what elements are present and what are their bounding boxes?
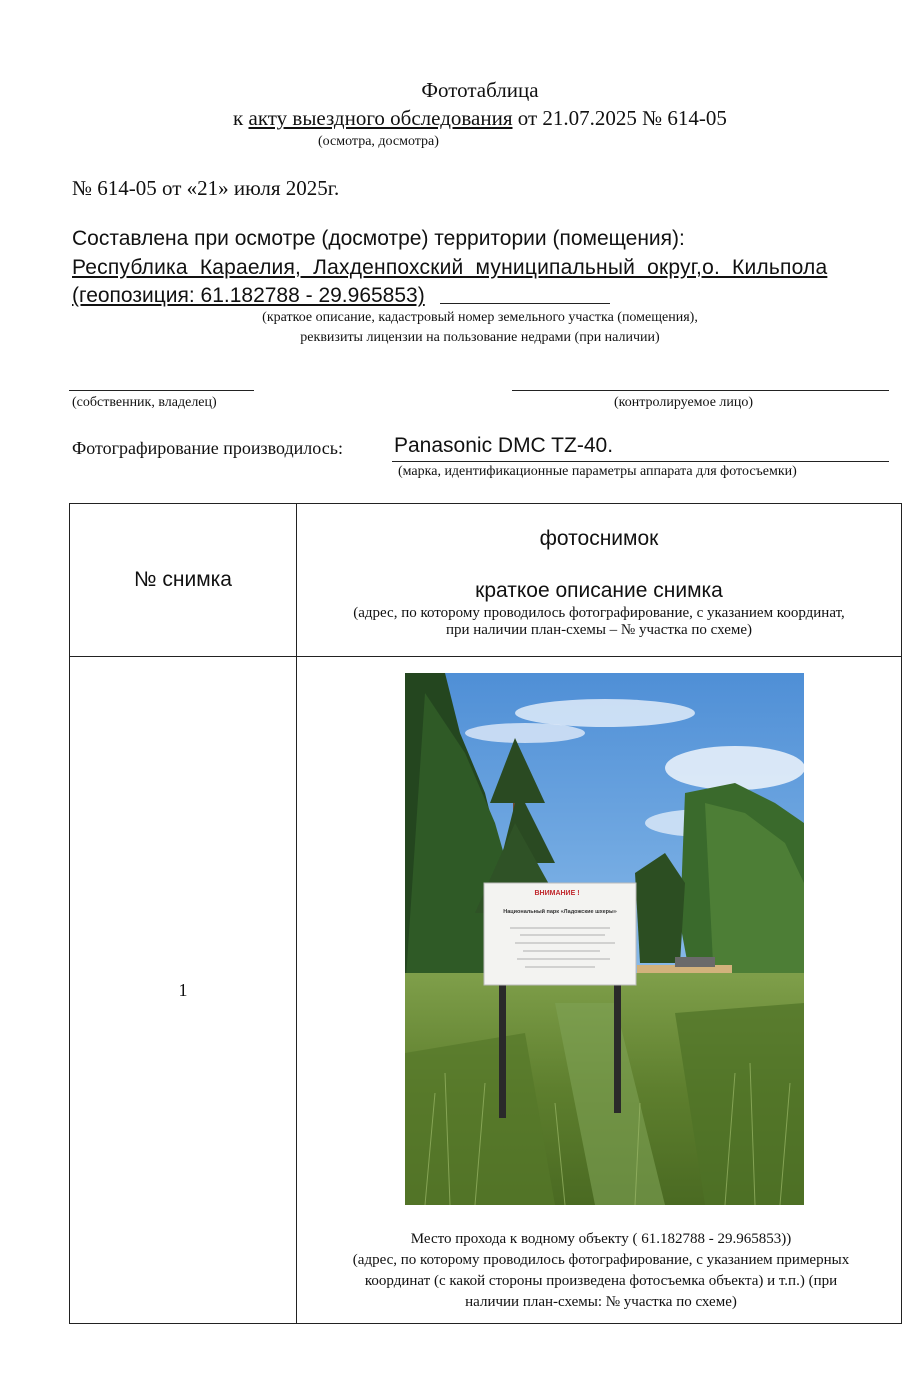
table-row: [70, 657, 902, 1324]
owner-hint: (собственник, владелец): [72, 395, 217, 410]
act-type-hint: (осмотра, досмотра): [318, 134, 439, 149]
col-desc-header: краткое описание снимка: [475, 579, 723, 602]
document-subtitle: [0, 106, 907, 131]
photo-caption: [297, 1229, 905, 1313]
act-type: акту выездного обследования: [248, 106, 513, 130]
controlled-hint: (контролируемое лицо): [614, 395, 754, 410]
field-photo: [405, 673, 804, 1205]
owner-line: [69, 390, 254, 391]
caption-line-4: наличии план-схемы: № участка по схеме): [465, 1294, 737, 1310]
composed-label: Составлена при осмотре (досмотре) территории (помещения):: [72, 227, 685, 250]
photo-number: 1: [70, 657, 297, 1324]
caption-line-1: Место прохода к водному объекту ( 61.182788 - 29.965853)): [410, 1231, 792, 1247]
camera-underline: [392, 461, 889, 462]
col-num-header: № снимка: [70, 504, 297, 657]
col-photo-header: фотоснимок: [539, 527, 659, 550]
table-header-row: [70, 504, 902, 657]
document-title: Фототаблица: [421, 78, 539, 102]
photo-cell: [297, 657, 902, 1324]
caption-line-3: координат (с какой стороны произведена фотосъемка объекта) и т.п.) (при: [364, 1273, 838, 1289]
sign-heading: ВНИМАНИЕ !: [534, 890, 580, 897]
photo-table: [69, 503, 902, 1324]
address-hint-1: (краткое описание, кадастровый номер земельного участка (помещения),: [262, 310, 698, 325]
controlled-line: [512, 390, 889, 391]
sign-post-left: [499, 978, 506, 1118]
camera-label: Фотографирование производилось:: [72, 438, 343, 458]
caption-line-2: (адрес, по которому проводилось фотографирование, с указанием примерных: [352, 1252, 850, 1268]
col-desc-hint-1: (адрес, по которому проводилось фотографирование, с указанием координат,: [353, 605, 845, 621]
address-underline-filler: [440, 303, 610, 304]
address-line-2: (геопозиция: 61.182788 - 29.965853): [72, 284, 425, 307]
camera-hint: (марка, идентификационные параметры аппарата для фотосъемки): [398, 464, 797, 479]
subtitle-prefix: к: [233, 106, 244, 130]
camera-value: Panasonic DMC TZ-40.: [394, 434, 614, 457]
col-photo-header-cell: [297, 504, 902, 657]
sign-subtitle: Национальный парк «Ладожские шхеры»: [503, 909, 617, 915]
sign-post-right: [614, 978, 621, 1113]
address-line-1: Республика Караелия, Лахденпохский муниципальный округ,о. Кильпола: [72, 256, 828, 279]
sign-board: [484, 883, 636, 985]
record-number: № 614-05 от «21» июля 2025г.: [72, 176, 340, 200]
subtitle-suffix: от 21.07.2025 № 614-05: [517, 106, 727, 130]
address-hint-2: реквизиты лицензии на пользование недрами (при наличии): [300, 330, 660, 345]
col-desc-hint-2: при наличии план-схемы – № участка по схеме): [445, 622, 753, 638]
